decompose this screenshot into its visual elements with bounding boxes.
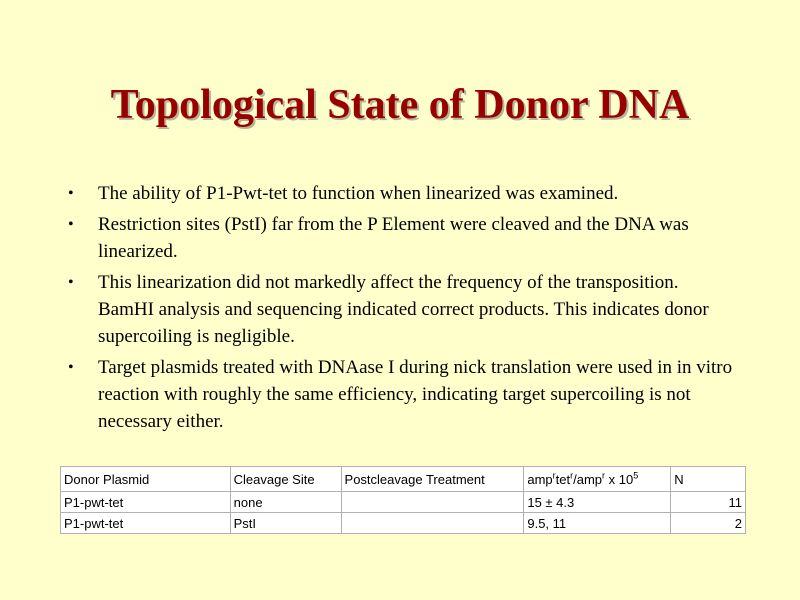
results-table <box>60 466 746 534</box>
header-ratio-sup: r <box>602 470 606 481</box>
cell-postcleavage-treatment <box>341 513 524 534</box>
header-postcleavage-treatment: Postcleavage Treatment <box>341 467 524 492</box>
header-n: N <box>671 467 746 492</box>
header-ratio <box>524 467 671 492</box>
cell-donor-plasmid: P1-pwt-tet <box>61 492 231 513</box>
bullet-item <box>66 269 736 350</box>
header-ratio-amp: amp <box>527 471 553 487</box>
bullet-dot-icon: • <box>68 359 74 376</box>
header-ratio-sup: r <box>552 470 556 481</box>
header-ratio-amp-denominator: /amp <box>573 471 603 487</box>
bullet-list <box>66 180 736 439</box>
cell-cleavage-site: PstI <box>230 513 341 534</box>
cell-donor-plasmid: P1-pwt-tet <box>61 513 231 534</box>
header-ratio-times: x 10 <box>605 471 634 487</box>
cell-postcleavage-treatment <box>341 492 524 513</box>
table-row <box>61 513 746 534</box>
bullet-text: Restriction sites (PstI) far from the P Element were cleaved and the DNA was linearized. <box>98 214 689 262</box>
header-ratio-exponent: 5 <box>633 470 639 481</box>
bullet-text: The ability of P1-Pwt-tet to function when linearized was examined. <box>98 183 619 204</box>
bullet-item <box>66 180 736 207</box>
table-header-row <box>61 467 746 492</box>
cell-ratio: 9.5, 11 <box>524 513 671 534</box>
cell-cleavage-site: none <box>230 492 341 513</box>
bullet-text: Target plasmids treated with DNAase I during nick translation were used in in vitro reaction with roughly the same efficiency, indicating target supercoiling is not necessary either. <box>98 357 733 432</box>
cell-n: 2 <box>671 513 746 534</box>
header-ratio-tet: tet <box>555 471 571 487</box>
bullet-dot-icon: • <box>68 274 74 291</box>
bullet-dot-icon: • <box>68 185 74 202</box>
bullet-item <box>66 211 736 265</box>
table-row <box>61 492 746 513</box>
header-donor-plasmid: Donor Plasmid <box>61 467 231 492</box>
slide-title: Topological State of Donor DNA <box>110 82 690 128</box>
header-ratio-sup: r <box>570 470 574 481</box>
bullet-item <box>66 354 736 435</box>
header-cleavage-site: Cleavage Site <box>230 467 341 492</box>
bullet-text: This linearization did not markedly affect the frequency of the transposition. BamHI analysis and sequencing indicated correct products. This indicates donor supercoiling is negligible. <box>98 272 709 347</box>
cell-n: 11 <box>671 492 746 513</box>
bullet-dot-icon: • <box>68 216 74 233</box>
cell-ratio: 15 ± 4.3 <box>524 492 671 513</box>
